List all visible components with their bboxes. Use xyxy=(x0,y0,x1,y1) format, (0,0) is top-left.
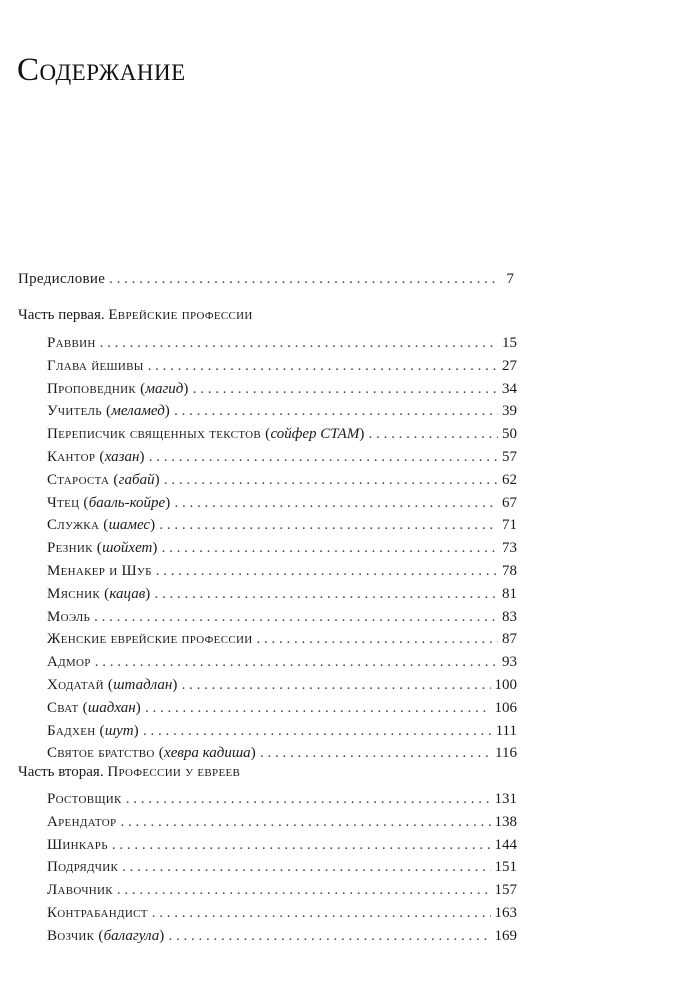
toc-page-number: 87 xyxy=(502,631,517,648)
dot-leader xyxy=(260,744,491,762)
entry-title: Лавочник xyxy=(47,882,113,899)
toc-entry[interactable] xyxy=(47,881,517,899)
part-title: Профессии у евреев xyxy=(107,764,241,780)
entry-title: Арендатор xyxy=(47,813,117,830)
dot-leader xyxy=(369,425,498,443)
dot-leader xyxy=(169,927,491,945)
toc-page-number: 163 xyxy=(494,905,517,921)
toc-entry-label: Чтец (бааль-койре) xyxy=(47,494,171,511)
entry-title: Раввин xyxy=(47,335,96,351)
toc-entry-label: Староста (габай) xyxy=(47,471,160,488)
entry-title: Контрабандист xyxy=(47,905,148,921)
entry-title: Кантор xyxy=(47,449,96,465)
toc-entry-preface[interactable] xyxy=(18,270,514,288)
toc-entry[interactable] xyxy=(47,334,517,352)
dot-leader xyxy=(256,630,498,648)
entry-title: Глава йешивы xyxy=(47,357,144,374)
dot-leader xyxy=(156,562,498,580)
toc-page-number: 71 xyxy=(502,517,517,534)
toc-page-number: 157 xyxy=(494,882,517,899)
toc-page-number: 57 xyxy=(502,449,517,465)
toc-entry[interactable] xyxy=(47,653,517,671)
dot-leader xyxy=(164,471,498,489)
toc-entry[interactable] xyxy=(47,699,517,717)
entry-title: Ростовщик xyxy=(47,791,122,807)
toc-entry[interactable] xyxy=(47,425,517,443)
dot-leader xyxy=(126,790,491,808)
toc-entry[interactable] xyxy=(47,402,517,420)
entry-note: хазан xyxy=(104,449,140,465)
toc-page-number: 111 xyxy=(495,722,517,739)
toc-page-number: 131 xyxy=(494,791,517,807)
entry-note: шойхет xyxy=(102,540,153,557)
page-title: Содержание xyxy=(17,52,186,88)
dot-leader xyxy=(94,608,498,626)
toc-page-number: 93 xyxy=(502,654,517,671)
dot-leader xyxy=(174,402,498,420)
dot-leader xyxy=(152,904,491,922)
dot-leader xyxy=(122,858,490,876)
dot-leader xyxy=(100,334,498,352)
toc-entry[interactable] xyxy=(47,585,517,603)
toc-entry[interactable] xyxy=(47,744,517,762)
entry-title: Чтец xyxy=(47,494,80,511)
entry-title: Возчик xyxy=(47,927,95,944)
entry-title: Сват xyxy=(47,699,79,716)
toc-entry[interactable] xyxy=(47,813,517,831)
toc-entry[interactable] xyxy=(47,904,517,922)
entry-title: Переписчик священных текстов xyxy=(47,426,262,443)
toc-page-number: 73 xyxy=(502,540,517,557)
toc-entry-label: Святое братство (хевра кадиша) xyxy=(47,745,256,762)
toc-entry[interactable] xyxy=(47,562,517,580)
toc-entry-label: Переписчик священных текстов (сойфер СТАМ) xyxy=(47,426,365,443)
toc-page-number: 50 xyxy=(502,426,517,443)
toc-entry[interactable] xyxy=(47,539,517,557)
entry-title: Служка xyxy=(47,517,100,534)
toc-entry-label: Служка (шамес) xyxy=(47,517,156,534)
toc-entry-label: Возчик (балагула) xyxy=(47,927,165,944)
entry-title: Проповедник xyxy=(47,380,137,397)
toc-page-number: 151 xyxy=(494,859,517,876)
toc-page-number: 34 xyxy=(502,380,517,397)
dot-leader xyxy=(148,357,498,375)
part-prefix: Часть вторая. xyxy=(18,764,104,780)
toc-page-number: 27 xyxy=(502,357,517,374)
entry-note: бааль-койре xyxy=(88,494,166,511)
entry-note: габай xyxy=(118,471,155,488)
toc-entry-label xyxy=(47,836,108,854)
dot-leader xyxy=(159,516,498,534)
toc-entry-label xyxy=(47,881,113,899)
part-title: Еврейские профессии xyxy=(108,307,253,323)
entry-note: штадлан xyxy=(113,677,173,693)
entry-title: Святое братство xyxy=(47,745,155,762)
toc-entry-label xyxy=(47,813,116,831)
toc-entry-label: Кантор (хазан) xyxy=(47,449,145,465)
entry-note: балагула xyxy=(103,927,160,944)
dot-leader xyxy=(112,836,491,854)
entry-note: шадхан xyxy=(87,699,136,716)
toc-page-number: 15 xyxy=(502,335,517,351)
toc-entry-label: Мясник (кацав) xyxy=(47,585,151,602)
entry-title: Мясник xyxy=(47,585,101,602)
toc-page-number: 67 xyxy=(502,494,517,511)
dot-leader xyxy=(182,676,491,694)
toc-entry[interactable] xyxy=(47,380,517,398)
toc-entry-label xyxy=(47,630,252,648)
part-heading-1 xyxy=(18,306,253,324)
dot-leader xyxy=(145,699,490,717)
entry-title: Резник xyxy=(47,540,93,557)
toc-entry[interactable] xyxy=(47,357,517,375)
toc-page-number: 7 xyxy=(506,271,514,287)
toc-entry-label: Проповедник (магид) xyxy=(47,380,189,397)
toc-page-number: 39 xyxy=(502,403,517,420)
part-heading-2 xyxy=(18,763,240,781)
toc-entry-label: Учитель (меламед) xyxy=(47,403,171,420)
toc-entry[interactable] xyxy=(47,630,517,648)
toc-entry-label xyxy=(47,608,90,626)
entry-note: хевра кадиша xyxy=(164,745,251,762)
entry-title: Подрядчик xyxy=(47,859,119,876)
toc-entry-label: Резник (шойхет) xyxy=(47,540,158,557)
toc-entry[interactable] xyxy=(47,858,517,876)
dot-leader xyxy=(109,270,496,288)
toc-entry-label xyxy=(47,334,96,352)
toc-entry-label xyxy=(47,653,91,671)
toc-entry[interactable] xyxy=(47,471,517,489)
toc-entry-label xyxy=(47,858,118,876)
entry-title: Бадхен xyxy=(47,722,96,739)
entry-title: Староста xyxy=(47,471,110,488)
toc-entry[interactable] xyxy=(47,722,517,740)
toc-entry[interactable] xyxy=(47,836,517,854)
entry-note: шут xyxy=(104,722,134,739)
entry-note: меламед xyxy=(111,403,165,420)
entry-note: сойфер СТАМ xyxy=(270,426,360,443)
entry-note: кацав xyxy=(109,585,146,602)
entry-note: магид xyxy=(145,380,184,397)
toc-entry-label xyxy=(47,904,148,922)
dot-leader xyxy=(175,494,498,512)
toc-page-number: 83 xyxy=(502,608,517,625)
toc-entry[interactable] xyxy=(47,676,517,694)
toc-page-number: 138 xyxy=(494,813,517,830)
entry-title: Менакер и Шуб xyxy=(47,563,152,579)
toc-entry[interactable] xyxy=(47,790,517,808)
dot-leader xyxy=(143,722,492,740)
toc-entry-label: Ходатай (штадлан) xyxy=(47,677,178,693)
toc-entry-label: Бадхен (шут) xyxy=(47,722,139,739)
entry-title: Адмор xyxy=(47,654,91,671)
toc-entry[interactable] xyxy=(47,608,517,626)
toc-page-number: 106 xyxy=(494,699,517,716)
dot-leader xyxy=(155,585,498,603)
toc-entry[interactable] xyxy=(47,927,517,945)
toc-entry-label xyxy=(47,790,122,808)
entry-title: Учитель xyxy=(47,403,102,420)
entry-title: Ходатай xyxy=(47,677,104,693)
part-prefix: Часть первая. xyxy=(18,307,105,323)
toc-entry-label xyxy=(47,357,144,375)
toc-page-number: 62 xyxy=(502,471,517,488)
toc-page-number: 78 xyxy=(502,563,517,579)
toc-page-number: 100 xyxy=(494,677,517,693)
entry-note: шамес xyxy=(108,517,151,534)
dot-leader xyxy=(193,380,498,398)
dot-leader xyxy=(120,813,490,831)
toc-entry-label: Предисловие xyxy=(18,271,106,287)
dot-leader xyxy=(95,653,498,671)
entry-title: Женские еврейские профессии xyxy=(47,631,253,648)
toc-page-number: 144 xyxy=(494,836,517,853)
entry-title: Шинкарь xyxy=(47,836,108,853)
dot-leader xyxy=(162,539,498,557)
dot-leader xyxy=(117,881,491,899)
toc-entry-label: Сват (шадхан) xyxy=(47,699,142,716)
toc-entry[interactable] xyxy=(47,494,517,512)
toc-page-number: 81 xyxy=(502,585,517,602)
toc-entry[interactable] xyxy=(47,516,517,534)
entry-title: Моэль xyxy=(47,608,91,625)
dot-leader xyxy=(149,448,498,466)
toc-page-number: 116 xyxy=(495,745,517,762)
toc-entry-label xyxy=(47,562,152,580)
toc-page-number: 169 xyxy=(494,927,517,944)
toc-entry[interactable] xyxy=(47,448,517,466)
